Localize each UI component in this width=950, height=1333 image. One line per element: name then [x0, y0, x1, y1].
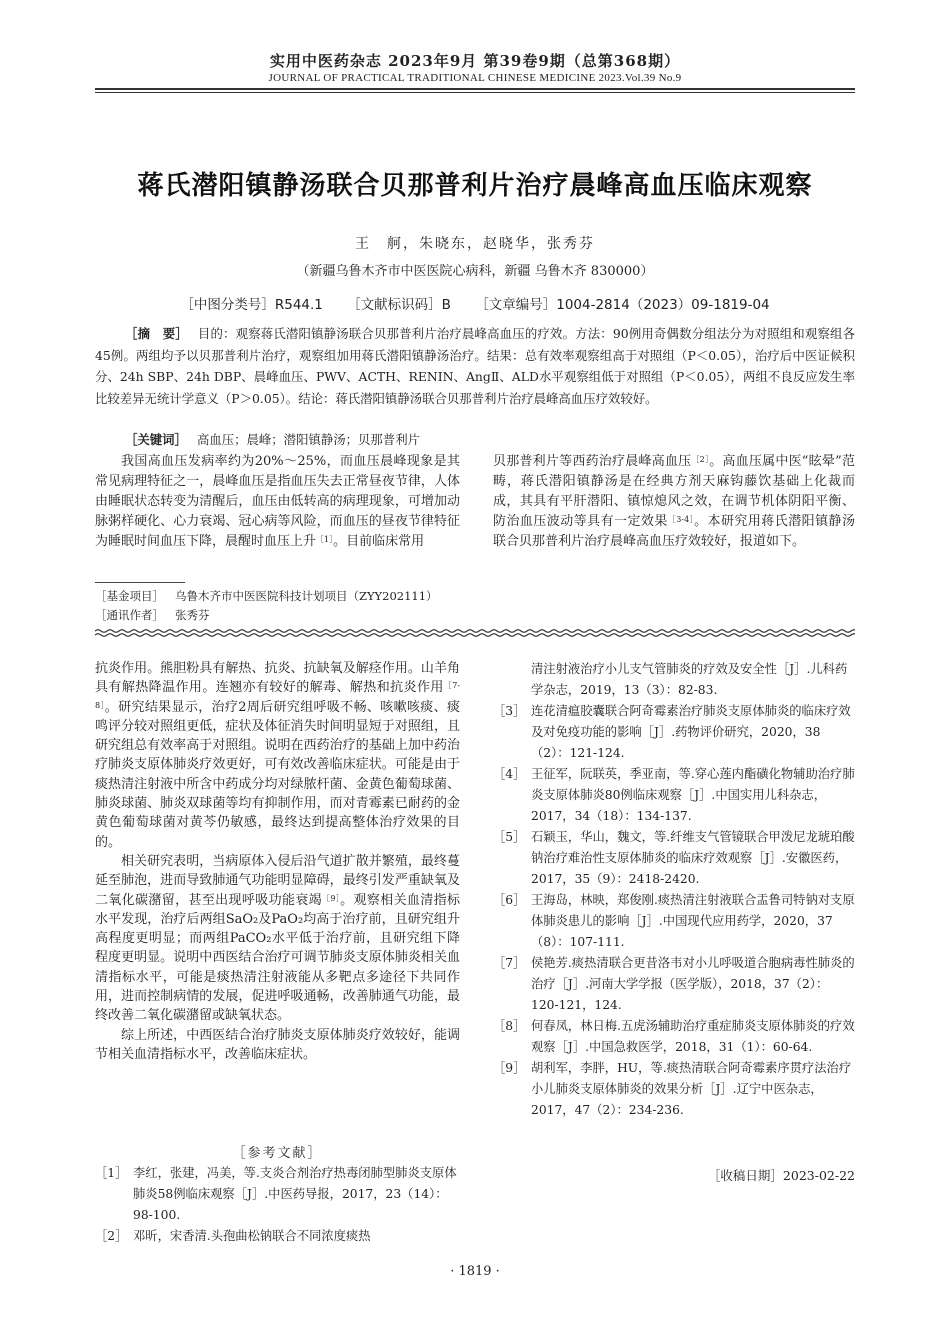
article-authors: 王 舸，朱晓东，赵晓华，张秀芬	[355, 236, 595, 252]
intro-right-text-b: 。高血压属中医“眩晕”范畴，蒋氏潜阳镇静汤是在经典方剂天麻钩藤饮基础上化裁而成，其具有平肝潜阳、镇惊熄风之效，在调节机体阴阳平衡、防治血压波动等具有一定效果	[493, 454, 855, 529]
citation: ［2］	[691, 455, 710, 464]
header-rule-thick	[95, 88, 855, 90]
citation: ［9］	[322, 893, 341, 903]
reference-item	[493, 827, 855, 890]
body-text: 。观察相关血清指标水平发现，治疗后两组SaO₂及PaO₂均高于治疗前，且研究组升高程度更明显；而两组PaCO₂水平低于治疗前，且研究组下降程度更明显。说明中西医结合治疗可调节肺炎支原体肺炎相关血清指标水平，可能是痰热清注射液能从多靶点多途径下共同作用，进而控制病情的发展，促进呼吸通畅，改善肺通气功能，最终改善二氧化碳潴留或缺氧状态。	[95, 892, 460, 1024]
abstract-label: ［摘 要］	[125, 326, 188, 341]
abstract-text: 目的：观察蒋氏潜阳镇静汤联合贝那普利片治疗晨峰高血压的疗效。方法：90例用奇偶数分组法分为对照组和观察组各45例。两组均予以贝那普利片治疗，观察组加用蒋氏潜阳镇静汤治疗。结果：总有效率观察组高于对照组（P＜0.05），治疗后中医证候积分、24h SBP、24h DBP、晨峰血压、PWV、ACTH、RENIN、AngⅡ、ALD水平观察组低于对照组（P＜0.05），两组不良反应发生率比较差异无统计学意义（P＞0.05）。结论：蒋氏潜阳镇静汤联合贝那普利片治疗晨峰高血压疗效较好。	[95, 326, 855, 406]
reference-item-continued	[493, 659, 855, 701]
received-date: ［收稿日期］2023-02-22	[707, 1168, 855, 1183]
reference-item	[493, 1016, 855, 1058]
keywords-text: 高血压；晨峰；潜阳镇静汤；贝那普利片	[196, 432, 420, 447]
fund-note	[95, 588, 695, 604]
keywords	[95, 430, 855, 448]
reference-text: 王海岛，林映，郑俊刚.痰热清注射液联合盂鲁司特钠对支原体肺炎患儿的影响［J］.中国现代应用药学，2020，37（8）：107-111.	[531, 893, 855, 949]
body-left-column	[95, 659, 460, 1064]
body-text: 相关研究表明，当病原体入侵后沿气道扩散并繁殖，最终蔓延至肺泡，进而导致肺通气功能明显障碍，最终引发严重缺氧及二氧化碳潴留，甚至出现呼吸功能衰竭	[95, 853, 460, 908]
abstract	[95, 323, 855, 409]
corresponding-text: 张秀芬	[174, 608, 210, 622]
header-rule-thin	[95, 92, 855, 93]
reference-text: 胡利军，李胖，HU，等.痰热清联合阿奇霉素序贯疗法治疗小儿肺炎支原体肺炎的效果分析［J］.辽宁中医杂志，2017，47（2）：234-236.	[531, 1061, 852, 1117]
intro-left-tail: 。目前临床常用	[333, 534, 425, 549]
reference-number: ［7］	[493, 956, 526, 970]
body-paragraph	[95, 1026, 460, 1065]
reference-text: 李红，张建，冯美，等.支炎合剂治疗热毒闭肺型肺炎支原体肺炎58例临床观察［J］.中医药导报，2017，23（14）：98-100.	[133, 1166, 457, 1222]
reference-item	[493, 953, 855, 1016]
intro-paragraph-right	[493, 452, 855, 552]
body-paragraph	[95, 659, 460, 852]
article-title: 蒋氏潜阳镇静汤联合贝那普利片治疗晨峰高血压临床观察	[137, 171, 813, 201]
reference-item	[95, 1226, 463, 1247]
page-number: · 1819 ·	[450, 1264, 500, 1279]
reference-number: ［8］	[493, 1019, 526, 1033]
reference-text: 王征军，阮联英，季亚南，等.穿心莲内酯磺化物辅助治疗肺炎支原体肺炎80例临床观察［J］.中国实用儿科杂志，2017，34（18）：134-137.	[531, 767, 855, 823]
intro-right-column	[493, 452, 855, 552]
intro-paragraph-left	[95, 452, 460, 552]
reference-number: ［4］	[493, 767, 526, 781]
intro-left-column	[95, 452, 460, 552]
article-affiliation: （新疆乌鲁木齐市中医医院心病科，新疆 乌鲁木齐 830000）	[296, 264, 654, 279]
reference-item	[493, 1058, 855, 1121]
reference-text: 清注射液治疗小儿支气管肺炎的疗效及安全性［J］.儿科药学杂志，2019，13（3）：82-83.	[531, 662, 848, 697]
body-text: 。研究结果显示，治疗2周后研究组呼吸不畅、咳嗽咳痰、痰鸣评分较对照组更低，症状及体征消失时间明显短于对照组，且研究组总有效率高于对照组。说明在西药治疗的基础上加中药治疗肺炎支原体肺炎疗效更好，可有效改善临床症状。可能是由于痰热清注射液中所含中药成分均对绿脓杆菌、金黄色葡萄球菌、肺炎球菌、肺炎双球菌等均有抑制作用，而对青霉素已耐药的金黄色葡萄球菌对黄芩仍敏感，最终达到提高整体治疗效果的目的。	[95, 699, 460, 850]
reference-item	[493, 764, 855, 827]
body-text: 抗炎作用。熊胆粉具有解热、抗炎、抗缺氧及解痉作用。山羊角具有解热降温作用。连翘亦有较好的解毒、解热和抗炎作用	[95, 661, 460, 696]
journal-header-cn: 实用中医药杂志 2023年9月 第39卷9期（总第368期）	[269, 52, 681, 70]
journal-header-en: JOURNAL OF PRACTICAL TRADITIONAL CHINESE MEDICINE 2023.Vol.39 No.9	[268, 72, 682, 84]
reference-text: 侯艳芳.痰热清联合更昔洛韦对小儿呼吸道合胞病毒性肺炎的治疗［J］.河南大学学报（医学版），2018，37（2）：120-121，124.	[531, 956, 855, 1012]
classification-line	[0, 293, 950, 313]
footnote-rule	[95, 582, 185, 583]
reference-item	[95, 1163, 463, 1226]
reference-number: ［2］	[95, 1229, 128, 1243]
references-heading: ［参考文献］	[232, 1146, 323, 1161]
reference-number: ［3］	[493, 704, 526, 718]
fund-label: ［基金项目］	[95, 589, 164, 603]
citation: ［1］	[316, 535, 334, 544]
document-code: ［文献标识码］B	[347, 297, 451, 313]
reference-text: 何春凤，林日梅.五虎汤辅助治疗重症肺炎支原体肺炎的疗效观察［J］.中国急救医学，2018，31（1）：60-64.	[531, 1019, 855, 1054]
body-text: 综上所述，中西医结合治疗肺炎支原体肺炎疗效较好，能调节相关血清指标水平，改善临床症状。	[95, 1027, 460, 1062]
references-right	[493, 659, 855, 1121]
reference-number: ［9］	[493, 1061, 526, 1075]
corresponding-label: ［通讯作者］	[95, 608, 164, 622]
reference-number: ［1］	[95, 1166, 128, 1180]
intro-left-text: 我国高血压发病率约为20%～25%，而血压晨峰现象是其常见病理特征之一，晨峰血压是指血压失去正常昼夜节律，人体由睡眠状态转变为清醒后，血压由低转高的病理现象，可增加动脉粥样硬化、心力衰竭、冠心病等风险，而血压的昼夜节律特征为睡眠时间血压下降，晨醒时血压上升	[95, 454, 460, 549]
reference-item	[493, 890, 855, 953]
reference-text: 连花清瘟胶囊联合阿奇霉素治疗肺炎支原体肺炎的临床疗效及对免疫功能的影响［J］.药物评价研究，2020，38（2）：121-124.	[531, 704, 851, 760]
reference-number: ［5］	[493, 830, 526, 844]
reference-item	[493, 701, 855, 764]
corresponding-author-note	[95, 607, 695, 623]
intro-right-text-c: 。本研究用蒋氏潜阳镇静汤联合贝那普利片治疗晨峰高血压疗效较好，报道如下。	[493, 514, 855, 549]
reference-number: ［6］	[493, 893, 526, 907]
body-paragraph	[95, 852, 460, 1026]
intro-right-text-a: 贝那普利片等西药治疗晨峰高血压	[493, 454, 692, 469]
reference-text: 石颖玉，华山，魏文，等.纤维支气管镜联合甲泼尼龙琥珀酸钠治疗难治性支原体肺炎的临床疗效观察［J］.安徽医药，2017，35（9）：2418-2420.	[531, 830, 855, 886]
wavy-divider	[95, 626, 855, 640]
references-left	[95, 1163, 463, 1247]
citation: ［7-8］	[95, 681, 460, 710]
clc-number: ［中图分类号］R544.1	[180, 297, 323, 313]
citation: ［3-4］	[667, 515, 695, 524]
fund-text: 乌鲁木齐市中医医院科技计划项目（ZYY202111）	[174, 589, 438, 603]
keywords-label: ［关键词］	[125, 432, 187, 447]
reference-text: 邓昕，宋香清.头孢曲松钠联合不同浓度痰热	[133, 1229, 371, 1243]
article-number: ［文章编号］1004-2814（2023）09-1819-04	[475, 297, 770, 313]
